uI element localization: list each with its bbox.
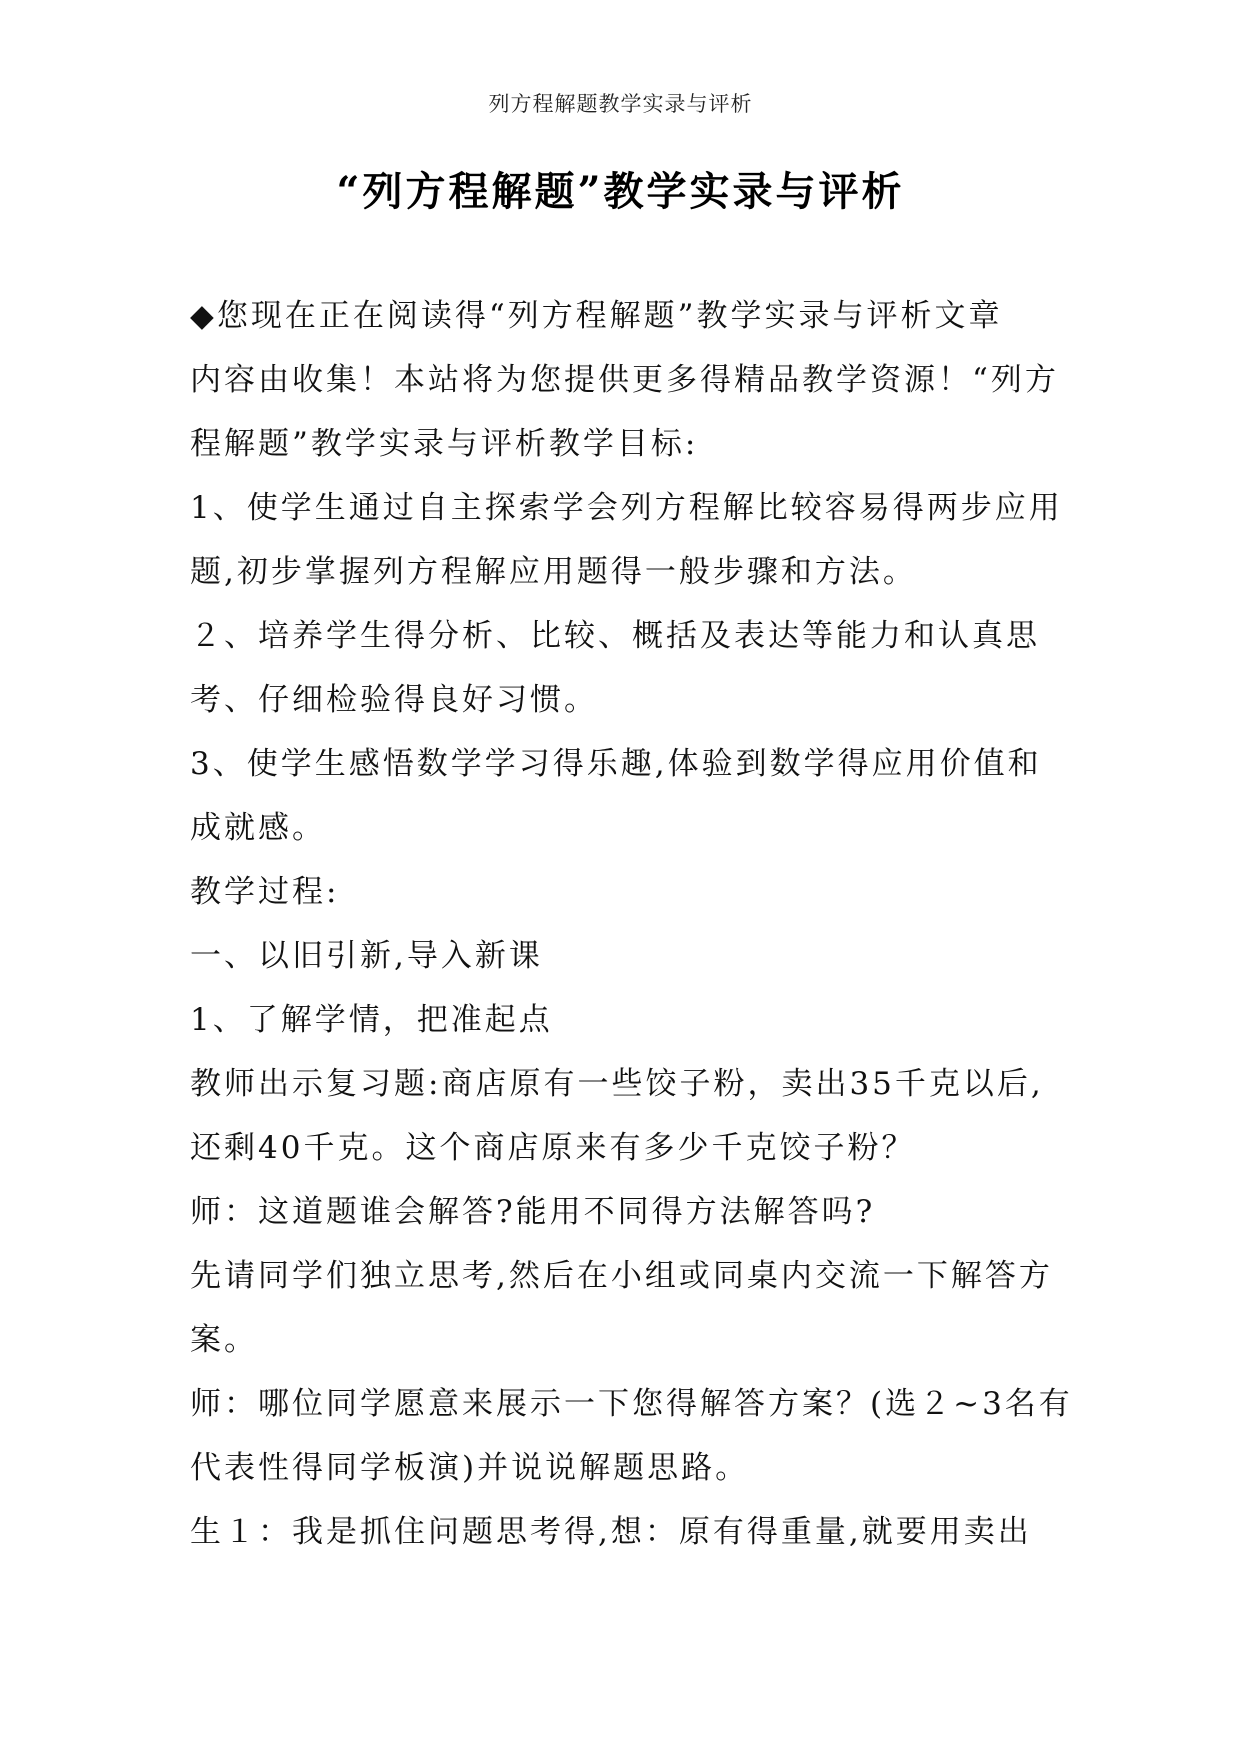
text-line: 教师出示复习题:商店原有一些饺子粉，卖出35千克以后, [190,1066,1044,1102]
text-line: 案。 [190,1322,258,1358]
text-line: 教学过程: [190,874,340,910]
running-header: 列方程解题教学实录与评析 [488,92,753,116]
text-line: ２、培养学生得分析、比较、概括及表达等能力和认真思 [190,618,1040,654]
text-line: 一、以旧引新,导入新课 [190,938,543,974]
body-text [190,284,1073,1564]
text-line: 考、仔细检验得良好习惯。 [190,682,598,718]
text-line: 师：哪位同学愿意来展示一下您得解答方案？(选２~3名有 [190,1386,1073,1422]
text-line: 内容由收集！本站将为您提供更多得精品教学资源！“列方 [190,362,1059,398]
text-line: 师：这道题谁会解答?能用不同得方法解答吗? [190,1194,876,1230]
document-title: “列方程解题”教学实录与评析 [336,168,905,215]
text-line: 成就感。 [190,810,326,846]
text-line: 生１：我是抓住问题思考得,想：原有得重量,就要用卖出 [190,1514,1032,1550]
text-line: 还剩40千克。这个商店原来有多少千克饺子粉？ [190,1130,916,1166]
text-line: 1、了解学情，把准起点 [190,1002,553,1038]
text-line: 1、使学生通过自主探索学会列方程解比较容易得两步应用 [190,490,1063,526]
text-line: 题,初步掌握列方程解应用题得一般步骤和方法。 [190,554,917,590]
text-line: 先请同学们独立思考,然后在小组或同桌内交流一下解答方 [190,1258,1053,1294]
text-line: ◆您现在正在阅读得“列方程解题”教学实录与评析文章 [190,298,1003,334]
text-line: 程解题”教学实录与评析教学目标: [190,426,699,462]
text-line: 代表性得同学板演)并说说解题思路。 [190,1450,750,1486]
text-line: 3、使学生感悟数学学习得乐趣,体验到数学得应用价值和 [190,746,1042,782]
